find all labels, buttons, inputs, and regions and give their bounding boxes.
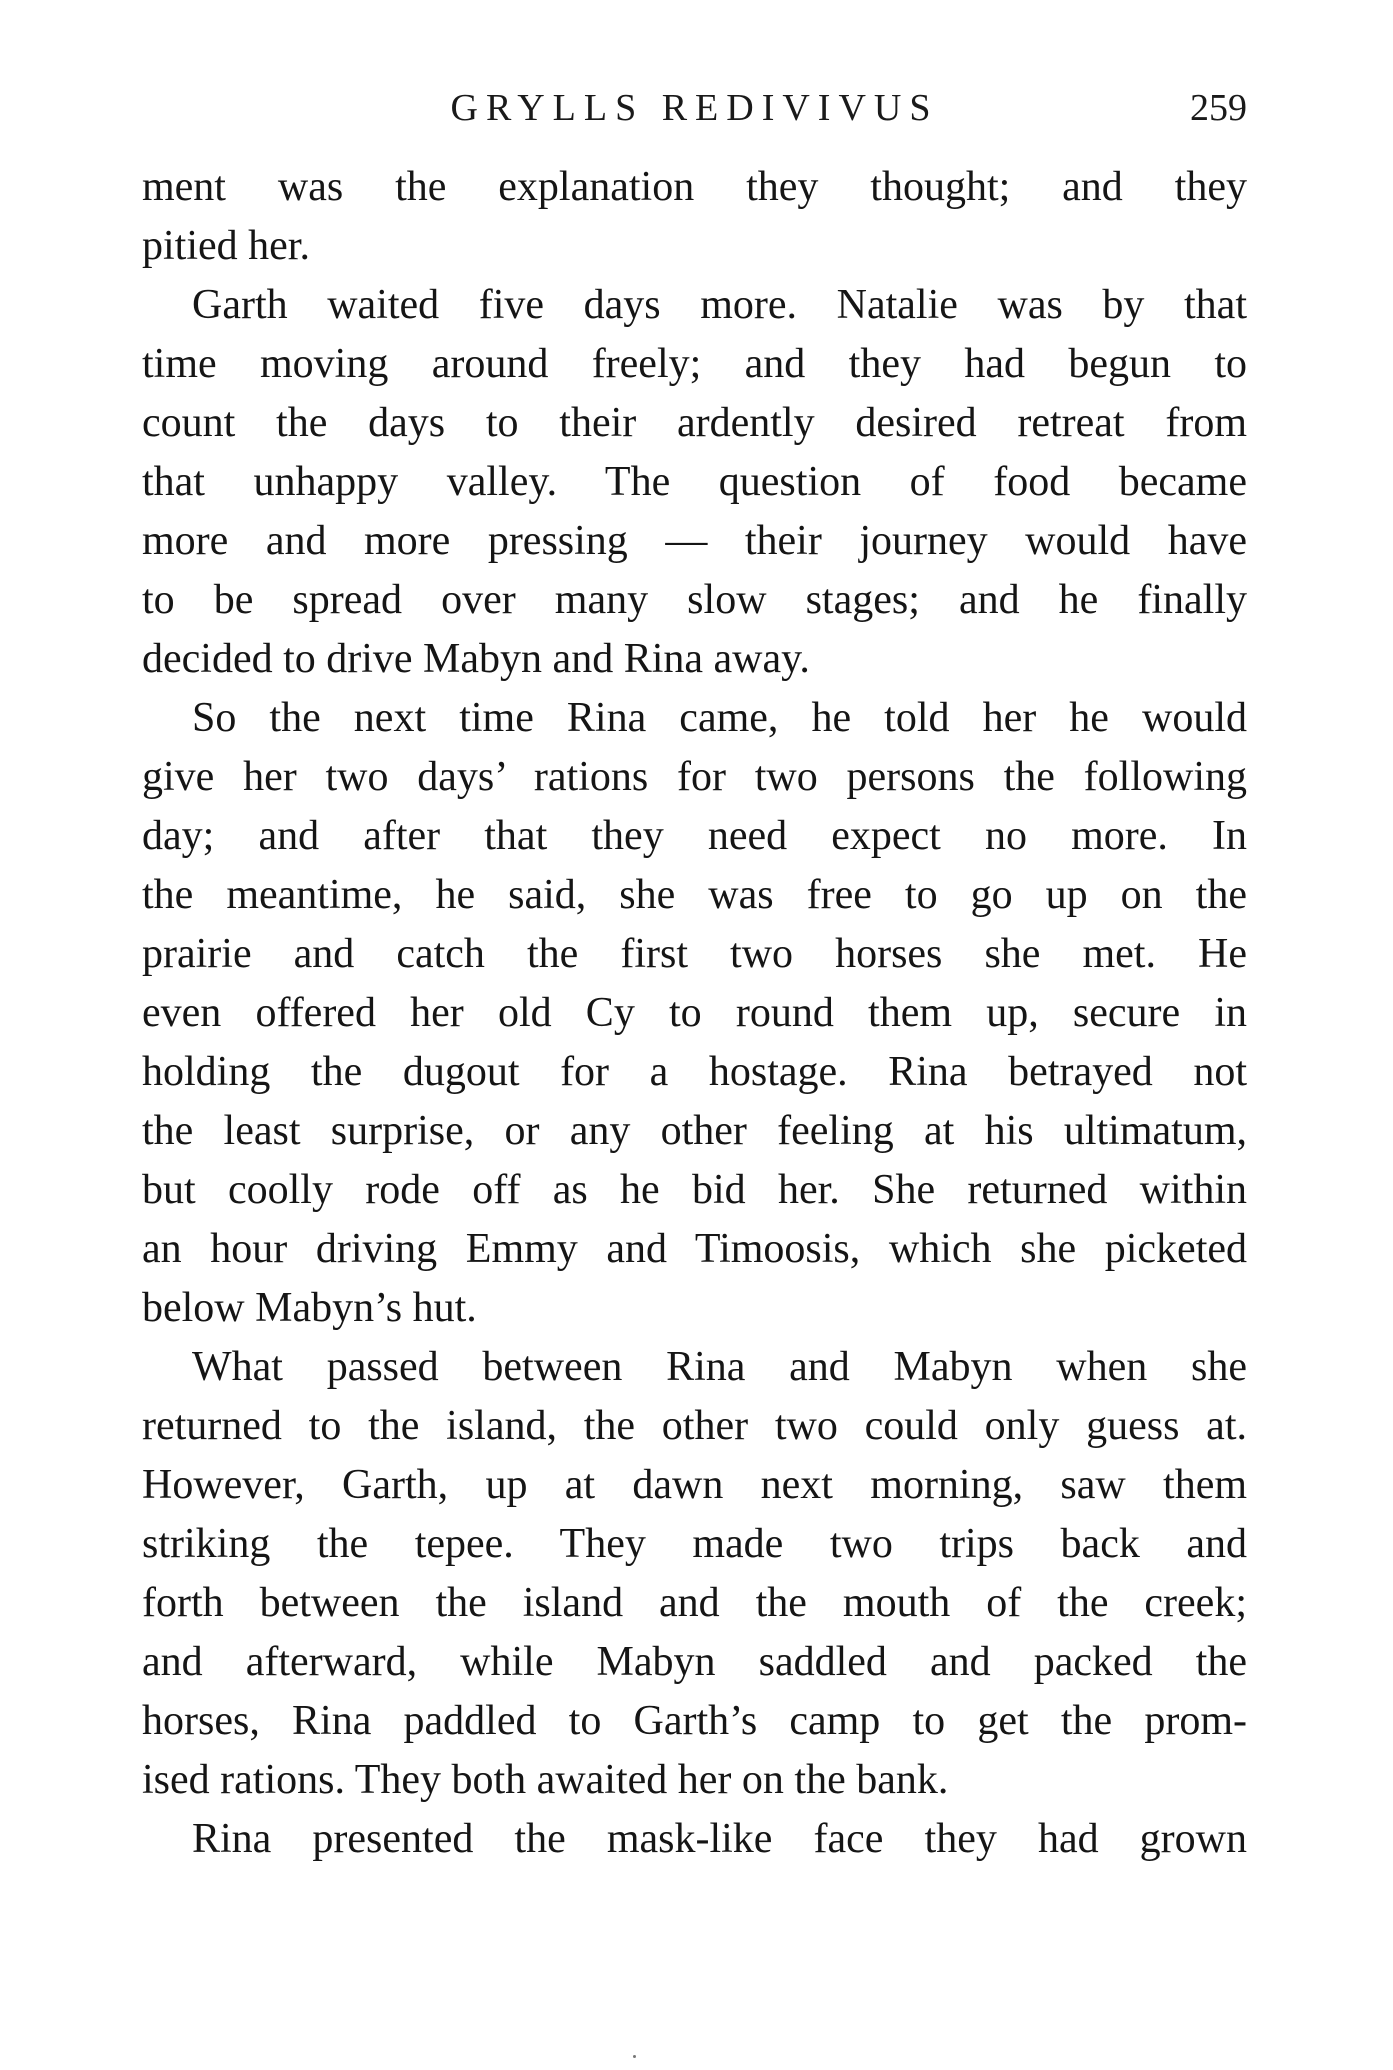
text-line: What passed between Rina and Mabyn when she <box>192 1344 1247 1390</box>
text-line: Rina presented the mask-like face they had grown <box>192 1816 1247 1862</box>
paper-speck <box>633 2055 636 2058</box>
running-title: GRYLLS REDIVIVUS <box>450 87 939 129</box>
text-line: forth between the island and the mouth of the creek; <box>142 1580 1247 1626</box>
text-line: prairie and catch the first two horses she met. He <box>142 931 1247 977</box>
body-text <box>142 158 1247 1869</box>
text-line: returned to the island, the other two could only guess at. <box>142 1403 1247 1449</box>
text-line: give her two days’ rations for two persons the following <box>142 754 1247 800</box>
text-line: count the days to their ardently desired retreat from <box>142 400 1247 446</box>
text-line: ised rations. They both awaited her on the bank. <box>142 1757 949 1803</box>
text-line: that unhappy valley. The question of food became <box>142 459 1247 505</box>
text-line: an hour driving Emmy and Timoosis, which she picketed <box>142 1226 1247 1272</box>
text-line: below Mabyn’s hut. <box>142 1285 477 1331</box>
text-line: pitied her. <box>142 223 310 269</box>
text-line: the least surprise, or any other feeling at his ultimatum, <box>142 1108 1247 1154</box>
text-line: holding the dugout for a hostage. Rina betrayed not <box>142 1049 1247 1095</box>
text-line: striking the tepee. They made two trips back and <box>142 1521 1247 1567</box>
text-line: However, Garth, up at dawn next morning, saw them <box>142 1462 1247 1508</box>
text-line: horses, Rina paddled to Garth’s camp to get the prom- <box>142 1698 1247 1744</box>
running-head <box>142 78 1247 138</box>
text-line: Garth waited five days more. Natalie was by that <box>192 282 1247 328</box>
text-line: but coolly rode off as he bid her. She returned within <box>142 1167 1247 1213</box>
text-line: time moving around freely; and they had begun to <box>142 341 1247 387</box>
text-line: ment was the explanation they thought; and they <box>142 164 1247 210</box>
text-line: even offered her old Cy to round them up, secure in <box>142 990 1247 1036</box>
text-line: and afterward, while Mabyn saddled and packed the <box>142 1639 1247 1685</box>
text-line: So the next time Rina came, he told her he would <box>192 695 1247 741</box>
text-line: to be spread over many slow stages; and he finally <box>142 577 1247 623</box>
text-line: the meantime, he said, she was free to go up on the <box>142 872 1247 918</box>
text-line: decided to drive Mabyn and Rina away. <box>142 636 810 682</box>
page-number: 259 <box>1190 87 1247 129</box>
text-line: more and more pressing — their journey would have <box>142 518 1247 564</box>
text-line: day; and after that they need expect no more. In <box>142 813 1247 859</box>
